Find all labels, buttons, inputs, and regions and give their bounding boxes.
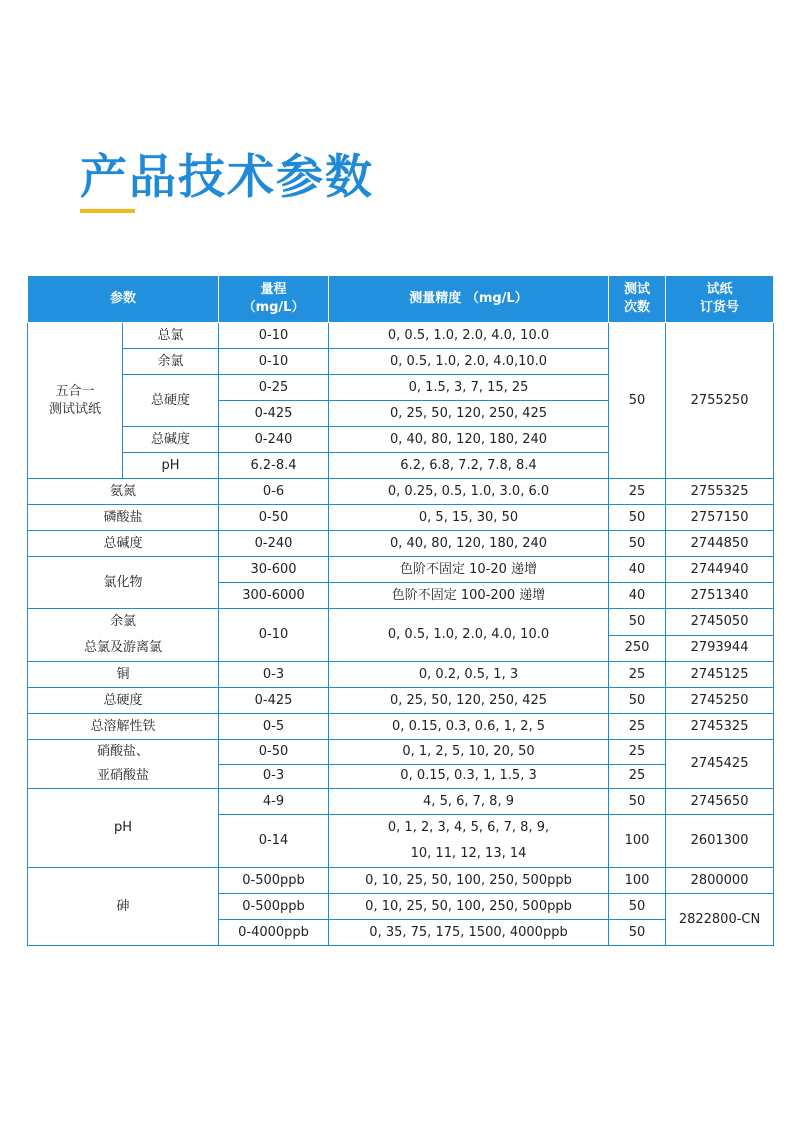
table-row [28,609,774,636]
tests-cell: 100 [609,815,666,868]
tests-cell: 25 [609,662,666,688]
precision-cell: 6.2, 6.8, 7.2, 7.8, 8.4 [329,453,609,479]
five-in-one-name-line2: 测试试纸 [48,401,101,417]
precision-cell: 0, 35, 75, 175, 1500, 4000ppb [329,920,609,946]
header-tests-line1: 测试 [624,282,651,297]
order-cell: 2751340 [666,583,774,609]
range-cell: 30-600 [219,557,329,583]
sub-param: 总氯 [123,323,219,349]
param-cell [28,740,219,789]
sub-param: 余氯 [123,349,219,375]
tests-cell: 50 [609,789,666,815]
param-line1: 余氯 [110,614,137,629]
table-row [28,789,774,815]
tests-cell: 25 [609,479,666,505]
tests-cell: 40 [609,557,666,583]
range-cell: 6.2-8.4 [219,453,329,479]
range-cell: 0-10 [219,609,329,662]
order-cell: 2745125 [666,662,774,688]
page-title: 产品技术参数 [80,150,374,205]
param-cell: 砷 [28,868,219,946]
table-row [28,740,774,765]
order-cell: 2822800-CN [666,894,774,946]
precision-cell: 0, 0.5, 1.0, 2.0, 4.0,10.0 [329,349,609,375]
tests-cell: 50 [609,505,666,531]
precision-cell: 0, 0.5, 1.0, 2.0, 4.0, 10.0 [329,609,609,662]
sub-param: pH [123,453,219,479]
range-cell: 0-500ppb [219,894,329,920]
range-cell: 0-500ppb [219,868,329,894]
range-cell: 0-3 [219,662,329,688]
title-accent-bar [80,209,135,213]
table-row [28,323,774,349]
table-row [28,662,774,688]
header-range-line1: 量程 [260,282,287,297]
precision-line1: 0, 1, 2, 3, 4, 5, 6, 7, 8, 9, [387,820,550,835]
order-cell: 2744940 [666,557,774,583]
precision-cell: 0, 40, 80, 120, 180, 240 [329,531,609,557]
order-cell: 2800000 [666,868,774,894]
range-cell: 0-425 [219,688,329,714]
table-row [28,531,774,557]
header-param: 参数 [28,276,219,323]
header-range-line2: （mg/L） [242,300,305,315]
precision-cell: 0, 0.15, 0.3, 1, 1.5, 3 [329,764,609,789]
tests-cell: 50 [609,323,666,479]
precision-cell: 0, 0.25, 0.5, 1.0, 3.0, 6.0 [329,479,609,505]
precision-cell: 0, 10, 25, 50, 100, 250, 500ppb [329,868,609,894]
precision-line2: 10, 11, 12, 13, 14 [410,846,527,861]
order-cell: 2744850 [666,531,774,557]
param-line2: 总氯及游离氯 [84,640,163,655]
tests-cell: 40 [609,583,666,609]
range-cell: 0-25 [219,375,329,401]
param-cell: 氯化物 [28,557,219,609]
tests-cell: 25 [609,740,666,765]
order-cell: 2601300 [666,815,774,868]
param-line1: 硝酸盐、 [97,744,150,759]
range-cell: 0-10 [219,323,329,349]
order-cell: 2745325 [666,714,774,740]
table-row [28,479,774,505]
precision-cell: 0, 1, 2, 5, 10, 20, 50 [329,740,609,765]
param-cell: 总溶解性铁 [28,714,219,740]
tests-cell: 250 [609,635,666,662]
spec-table [27,275,774,946]
precision-cell: 0, 25, 50, 120, 250, 425 [329,688,609,714]
header-order-line2: 订货号 [700,300,740,315]
precision-cell: 色阶不固定 10-20 递增 [329,557,609,583]
param-cell: 总硬度 [28,688,219,714]
precision-cell: 0, 0.5, 1.0, 2.0, 4.0, 10.0 [329,323,609,349]
tests-cell: 50 [609,609,666,636]
order-cell: 2745050 [666,609,774,636]
param-cell: 总碱度 [28,531,219,557]
param-cell: 氨氮 [28,479,219,505]
tests-cell: 100 [609,868,666,894]
table-row [28,688,774,714]
tests-cell: 50 [609,894,666,920]
table-row [28,868,774,894]
precision-cell [329,815,609,868]
range-cell: 0-50 [219,505,329,531]
range-cell: 0-3 [219,764,329,789]
range-cell: 0-6 [219,479,329,505]
range-cell: 0-10 [219,349,329,375]
param-cell: 铜 [28,662,219,688]
tests-cell: 25 [609,714,666,740]
header-tests [609,276,666,323]
range-cell: 0-425 [219,401,329,427]
header-order [666,276,774,323]
sub-param: 总碱度 [123,427,219,453]
param-cell: pH [28,789,219,868]
precision-cell: 0, 10, 25, 50, 100, 250, 500ppb [329,894,609,920]
order-cell: 2757150 [666,505,774,531]
tests-cell: 50 [609,688,666,714]
range-cell: 0-50 [219,740,329,765]
table-row [28,557,774,583]
range-cell: 0-14 [219,815,329,868]
tests-cell: 50 [609,920,666,946]
table-row [28,505,774,531]
order-cell: 2755325 [666,479,774,505]
sub-param: 总硬度 [123,375,219,427]
param-line2: 亚硝酸盐 [97,768,150,783]
tests-cell: 25 [609,764,666,789]
header-order-line1: 试纸 [706,282,733,297]
range-cell: 0-4000ppb [219,920,329,946]
range-cell: 0-5 [219,714,329,740]
order-cell: 2745425 [666,740,774,789]
range-cell: 300-6000 [219,583,329,609]
precision-cell: 0, 0.15, 0.3, 0.6, 1, 2, 5 [329,714,609,740]
table-row [28,714,774,740]
order-cell: 2745250 [666,688,774,714]
precision-cell: 0, 0.2, 0.5, 1, 3 [329,662,609,688]
param-cell [28,609,219,662]
five-in-one-name-line1: 五合一 [55,383,95,399]
header-range [219,276,329,323]
order-cell: 2755250 [666,323,774,479]
range-cell: 0-240 [219,427,329,453]
precision-cell: 4, 5, 6, 7, 8, 9 [329,789,609,815]
tests-cell: 50 [609,531,666,557]
precision-cell: 0, 40, 80, 120, 180, 240 [329,427,609,453]
order-cell: 2745650 [666,789,774,815]
param-cell: 磷酸盐 [28,505,219,531]
table-header-row [28,276,774,323]
five-in-one-name [28,323,123,479]
order-cell: 2793944 [666,635,774,662]
range-cell: 0-240 [219,531,329,557]
header-precision: 测量精度 （mg/L） [329,276,609,323]
range-cell: 4-9 [219,789,329,815]
precision-cell: 0, 25, 50, 120, 250, 425 [329,401,609,427]
precision-cell: 0, 5, 15, 30, 50 [329,505,609,531]
precision-cell: 0, 1.5, 3, 7, 15, 25 [329,375,609,401]
header-tests-line2: 次数 [624,300,651,315]
precision-cell: 色阶不固定 100-200 递增 [329,583,609,609]
